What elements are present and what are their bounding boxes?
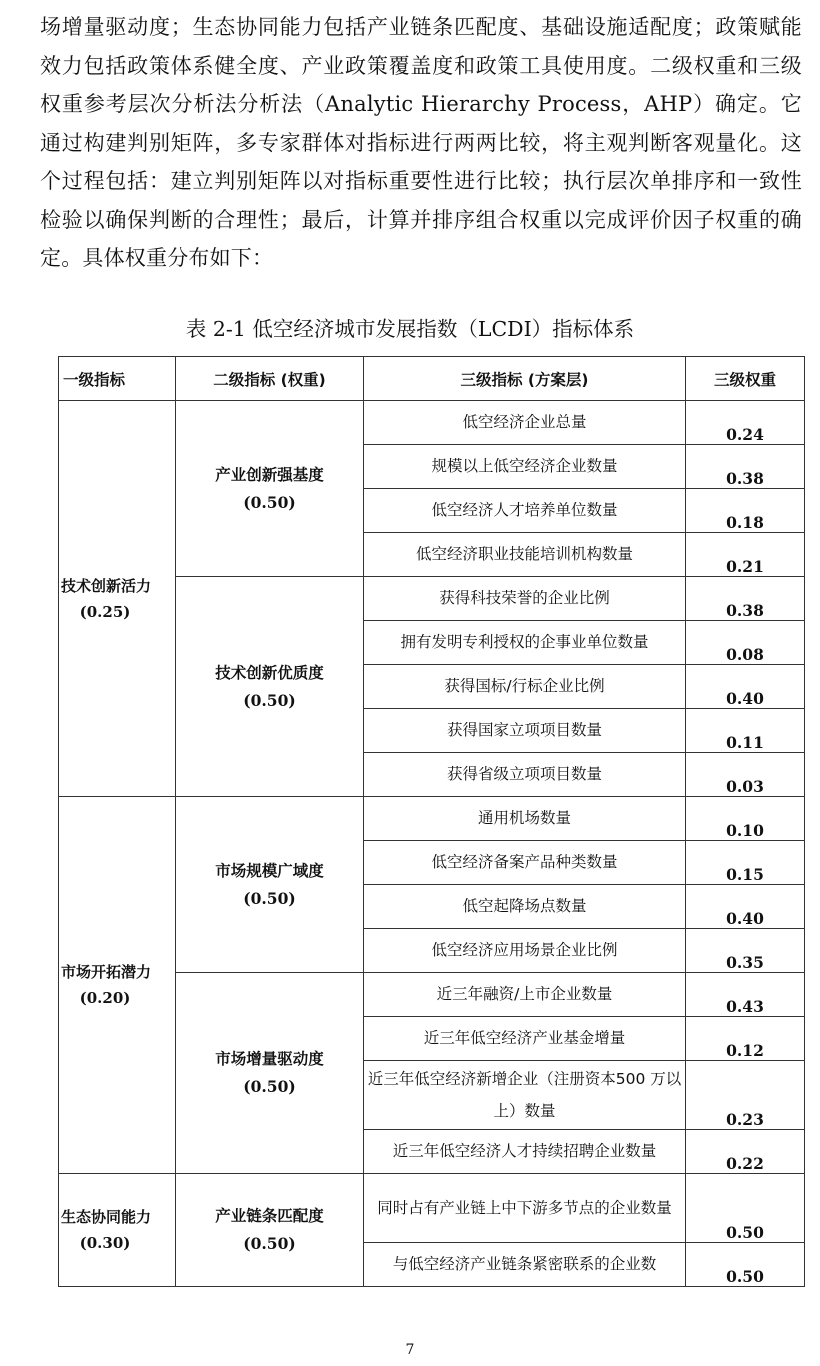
level3-name: 规模以上低空经济企业数量 bbox=[364, 445, 686, 489]
level3-weight: 0.23 bbox=[686, 1061, 805, 1130]
header-level3: 三级指标 (方案层) bbox=[364, 357, 686, 401]
level1-cell bbox=[59, 797, 176, 1174]
table-row bbox=[59, 797, 805, 841]
page-number: 7 bbox=[405, 1342, 415, 1358]
level3-weight: 0.18 bbox=[686, 489, 805, 533]
level2-weight: (0.50) bbox=[243, 690, 296, 710]
level3-name: 通用机场数量 bbox=[364, 797, 686, 841]
level2-name: 产业创新强基度 bbox=[215, 465, 324, 484]
level3-name: 获得国标/行标企业比例 bbox=[364, 665, 686, 709]
level3-weight: 0.50 bbox=[686, 1243, 805, 1287]
level1-weight: (0.25) bbox=[79, 602, 131, 621]
table-body bbox=[59, 401, 805, 1287]
level3-weight: 0.50 bbox=[686, 1174, 805, 1243]
table-row bbox=[59, 401, 805, 445]
header-level1: 一级指标 bbox=[59, 357, 176, 401]
level1-cell bbox=[59, 401, 176, 797]
level1-name: 生态协同能力 bbox=[61, 1208, 152, 1226]
level3-weight: 0.21 bbox=[686, 533, 805, 577]
level2-cell bbox=[176, 797, 364, 973]
table-caption: 表 2-1 低空经济城市发展指数（LCDI）指标体系 bbox=[185, 317, 635, 341]
level2-weight: (0.50) bbox=[243, 492, 296, 512]
level3-weight: 0.15 bbox=[686, 841, 805, 885]
level1-weight: (0.20) bbox=[79, 989, 131, 1007]
level2-name: 技术创新优质度 bbox=[215, 663, 324, 682]
body-paragraph: 场增量驱动度；生态协同能力包括产业链条匹配度、基础设施适配度；政策赋能效力包括政策体系健全度、产业政策覆盖度和政策工具使用度。二级权重和三级权重参考层次分析法分析法（Analytic Hierarchy Process，AHP）确定。它通过构建判别矩阵，多专家群体对指标进行两两比较，将主观判断客观量化。这个过程包括：建立判别矩阵以对指标重要性进行比较；执行层次单排序和一致性检验以确保判断的合理性；最后，计算并排序组合权重以完成评价因子权重的确定。具体权重分布如下： bbox=[40, 15, 802, 270]
level3-name: 获得国家立项项目数量 bbox=[364, 709, 686, 753]
level3-weight: 0.43 bbox=[686, 973, 805, 1017]
level3-weight: 0.38 bbox=[686, 445, 805, 489]
level3-weight: 0.35 bbox=[686, 929, 805, 973]
level2-name: 市场增量驱动度 bbox=[215, 1050, 324, 1068]
level2-weight: (0.50) bbox=[243, 1077, 296, 1096]
level2-weight: (0.50) bbox=[243, 1234, 296, 1253]
level3-weight: 0.40 bbox=[686, 885, 805, 929]
level3-weight: 0.22 bbox=[686, 1130, 805, 1174]
level3-weight: 0.12 bbox=[686, 1017, 805, 1061]
level3-weight: 0.03 bbox=[686, 753, 805, 797]
level3-weight: 0.11 bbox=[686, 709, 805, 753]
level3-name: 近三年低空经济产业基金增量 bbox=[364, 1017, 686, 1061]
level3-weight: 0.40 bbox=[686, 665, 805, 709]
header-weight: 三级权重 bbox=[686, 357, 805, 401]
level3-name: 低空起降场点数量 bbox=[364, 885, 686, 929]
table-header-row bbox=[59, 357, 805, 401]
level1-name: 市场开拓潜力 bbox=[61, 963, 152, 981]
level1-name: 技术创新活力 bbox=[61, 576, 152, 595]
level3-weight: 0.10 bbox=[686, 797, 805, 841]
level2-cell bbox=[176, 577, 364, 797]
level3-name: 低空经济应用场景企业比例 bbox=[364, 929, 686, 973]
level3-name: 低空经济企业总量 bbox=[364, 401, 686, 445]
level3-name: 拥有发明专利授权的企事业单位数量 bbox=[364, 621, 686, 665]
level3-name: 近三年低空经济人才持续招聘企业数量 bbox=[364, 1130, 686, 1174]
level2-cell bbox=[176, 401, 364, 577]
level2-cell bbox=[176, 1174, 364, 1287]
level3-name: 获得省级立项项目数量 bbox=[364, 753, 686, 797]
level3-name: 获得科技荣誉的企业比例 bbox=[364, 577, 686, 621]
level3-name: 近三年融资/上市企业数量 bbox=[364, 973, 686, 1017]
level3-name: 同时占有产业链上中下游多节点的企业数量 bbox=[364, 1174, 686, 1243]
level3-name: 低空经济职业技能培训机构数量 bbox=[364, 533, 686, 577]
level3-name: 与低空经济产业链条紧密联系的企业数 bbox=[364, 1243, 686, 1287]
level3-weight: 0.08 bbox=[686, 621, 805, 665]
level3-weight: 0.24 bbox=[686, 401, 805, 445]
level2-name: 产业链条匹配度 bbox=[215, 1207, 324, 1225]
header-level2: 二级指标 (权重) bbox=[176, 357, 364, 401]
level3-name: 低空经济人才培养单位数量 bbox=[364, 489, 686, 533]
level3-weight: 0.38 bbox=[686, 577, 805, 621]
level1-cell bbox=[59, 1174, 176, 1287]
table-row bbox=[59, 1174, 805, 1243]
level3-name: 低空经济备案产品种类数量 bbox=[364, 841, 686, 885]
indicator-table bbox=[58, 356, 805, 1287]
level2-cell bbox=[176, 973, 364, 1174]
level3-name: 近三年低空经济新增企业（注册资本500 万以上）数量 bbox=[364, 1061, 686, 1130]
level1-weight: (0.30) bbox=[79, 1234, 131, 1252]
level2-name: 市场规模广域度 bbox=[215, 861, 324, 880]
level2-weight: (0.50) bbox=[243, 888, 296, 908]
